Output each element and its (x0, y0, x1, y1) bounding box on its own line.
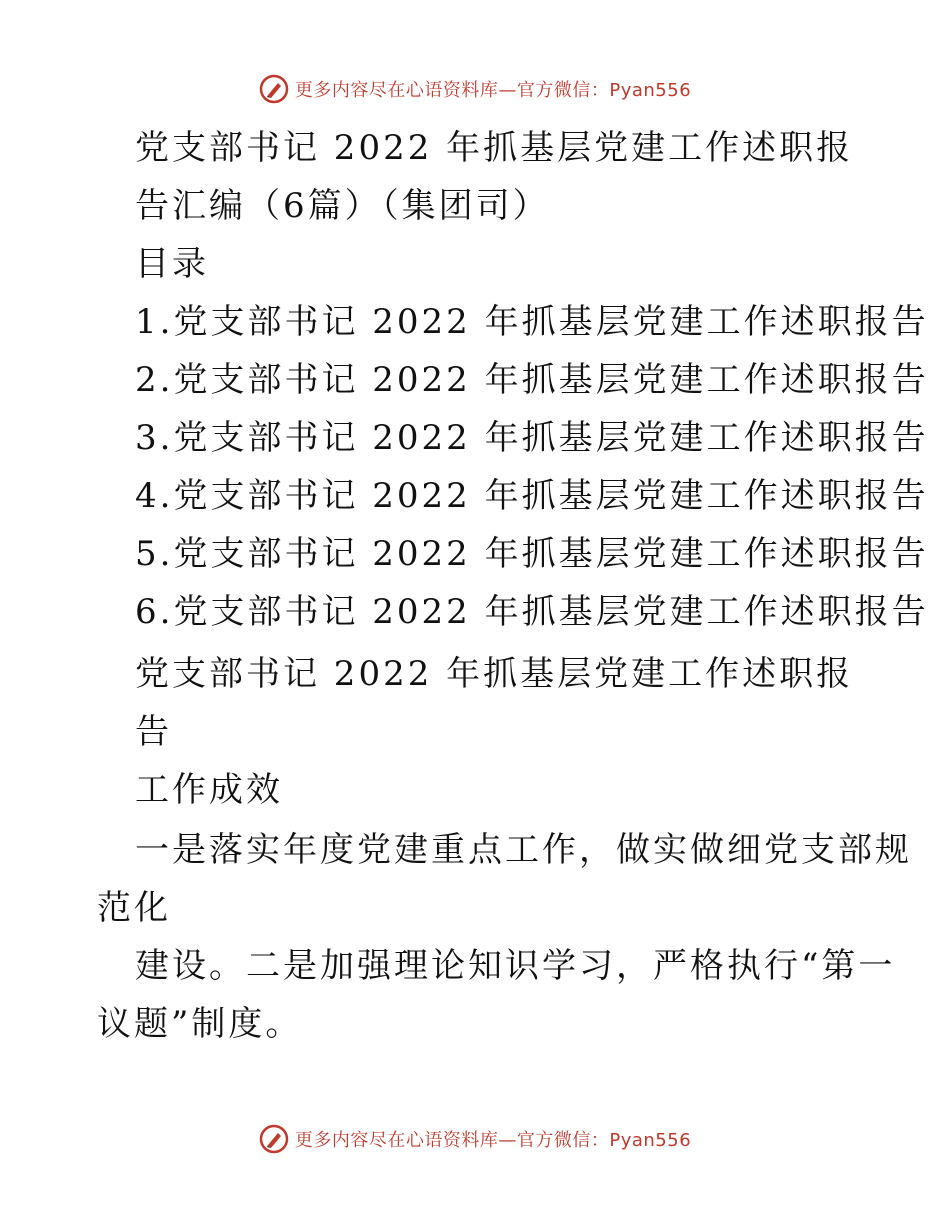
subheading: 工作成效 (135, 770, 283, 810)
pen-logo-icon (259, 1124, 289, 1154)
document-title-line2: 告汇编（6篇）（集团司） (135, 186, 550, 226)
section-title-line2: 告 (135, 712, 172, 752)
toc-item: 1.党支部书记 2022 年抓基层党建工作述职报告 (135, 302, 929, 342)
section-title-line1: 党支部书记 2022 年抓基层党建工作述职报 (135, 654, 854, 694)
header-watermark (0, 74, 950, 104)
paragraph-line: 一是落实年度党建重点工作，做实做细党支部规 (135, 830, 912, 870)
toc-item: 3.党支部书记 2022 年抓基层党建工作述职报告 (135, 418, 929, 458)
paragraph-line: 建设。二是加强理论知识学习，严格执行“第一 (135, 946, 896, 986)
watermark-text: 更多内容尽在心语资料库—官方微信：Pyan556 (294, 1130, 692, 1151)
paragraph-line: 议题”制度。 (97, 1004, 303, 1044)
toc-item: 6.党支部书记 2022 年抓基层党建工作述职报告 (135, 592, 929, 632)
toc-heading: 目录 (135, 244, 209, 284)
paragraph-line: 范化 (97, 888, 171, 928)
document-title-line1: 党支部书记 2022 年抓基层党建工作述职报 (135, 128, 854, 168)
toc-item: 4.党支部书记 2022 年抓基层党建工作述职报告 (135, 476, 929, 516)
footer-watermark (0, 1124, 950, 1154)
toc-item: 2.党支部书记 2022 年抓基层党建工作述职报告 (135, 360, 929, 400)
toc-item: 5.党支部书记 2022 年抓基层党建工作述职报告 (135, 534, 929, 574)
pen-logo-icon (259, 74, 289, 104)
watermark-text: 更多内容尽在心语资料库—官方微信：Pyan556 (294, 80, 692, 101)
